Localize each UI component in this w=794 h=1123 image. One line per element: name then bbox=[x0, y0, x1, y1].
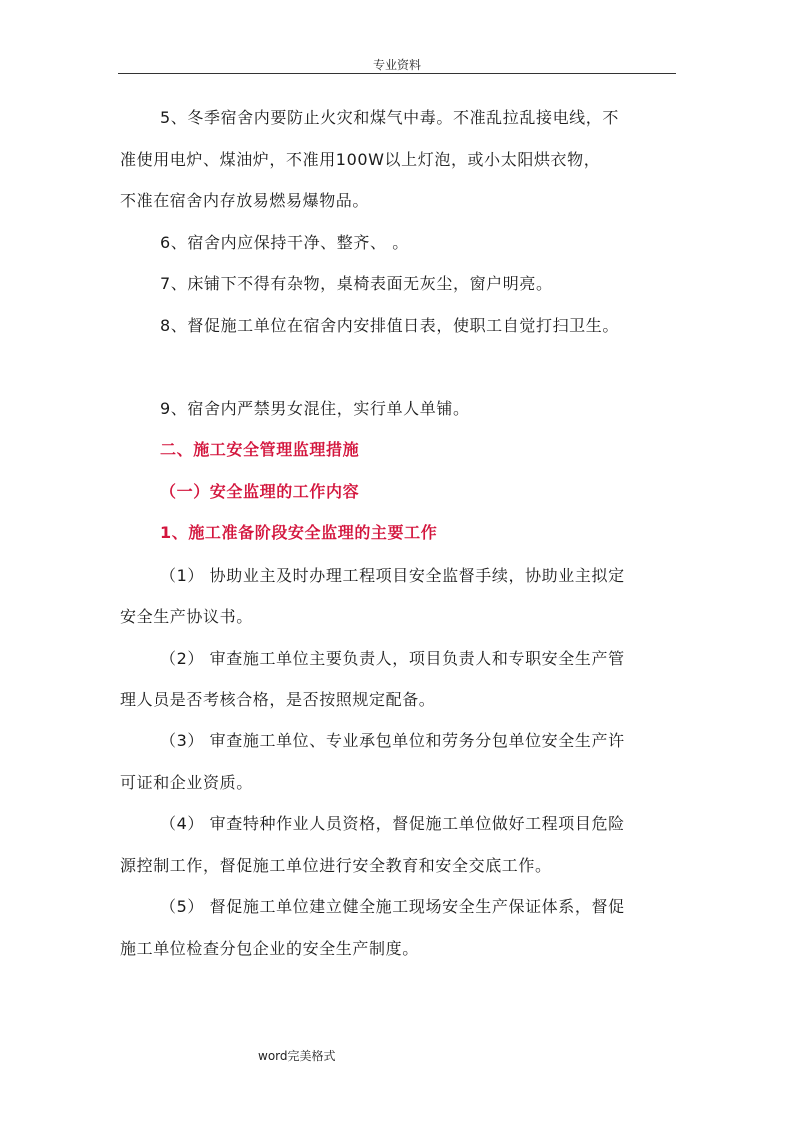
clause-4-line-1: （4） 审查特种作业人员资格，督促施工单位做好工程项目危险 bbox=[160, 814, 625, 833]
item-5-line-3: 不准在宿舍内存放易燃易爆物品。 bbox=[120, 191, 370, 210]
clause-1-line-2: 安全生产协议书。 bbox=[120, 607, 253, 626]
page-header: 专业资料 bbox=[372, 58, 421, 72]
item-5-line-1: 5、冬季宿舍内要防止火灾和煤气中毒。不准乱拉乱接电线，不 bbox=[160, 108, 619, 127]
clause-2-line-1: （2） 审查施工单位主要负责人，项目负责人和专职安全生产管 bbox=[160, 649, 625, 668]
clause-3-line-2: 可证和企业资质。 bbox=[120, 773, 253, 792]
item-9: 9、宿舍内严禁男女混住，实行单人单铺。 bbox=[160, 399, 470, 418]
page-footer: word完美格式 bbox=[258, 1049, 336, 1063]
header-divider bbox=[118, 73, 676, 74]
clause-4-line-2: 源控制工作，督促施工单位进行安全教育和安全交底工作。 bbox=[120, 856, 552, 875]
clause-5-line-1: （5） 督促施工单位建立健全施工现场安全生产保证体系，督促 bbox=[160, 897, 625, 916]
clause-1-line-1: （1） 协助业主及时办理工程项目安全监督手续，协助业主拟定 bbox=[160, 566, 625, 585]
section-heading: 二、施工安全管理监理措施 bbox=[160, 440, 360, 459]
subsubsection-heading: 1、施工准备阶段安全监理的主要工作 bbox=[160, 523, 438, 542]
clause-2-line-2: 理人员是否考核合格，是否按照规定配备。 bbox=[120, 690, 436, 709]
item-5-line-2: 准使用电炉、煤油炉，不准用100W以上灯泡，或小太阳烘衣物， bbox=[120, 150, 601, 169]
item-7: 7、床铺下不得有杂物，桌椅表面无灰尘，窗户明亮。 bbox=[160, 274, 553, 293]
item-6: 6、宿舍内应保持干净、整齐、 。 bbox=[160, 233, 409, 252]
clause-5-line-2: 施工单位检查分包企业的安全生产制度。 bbox=[120, 939, 419, 958]
clause-3-line-1: （3） 审查施工单位、专业承包单位和劳务分包单位安全生产许 bbox=[160, 731, 625, 750]
item-8: 8、督促施工单位在宿舍内安排值日表，使职工自觉打扫卫生。 bbox=[160, 316, 619, 335]
subsection-heading: （一）安全监理的工作内容 bbox=[160, 482, 360, 501]
